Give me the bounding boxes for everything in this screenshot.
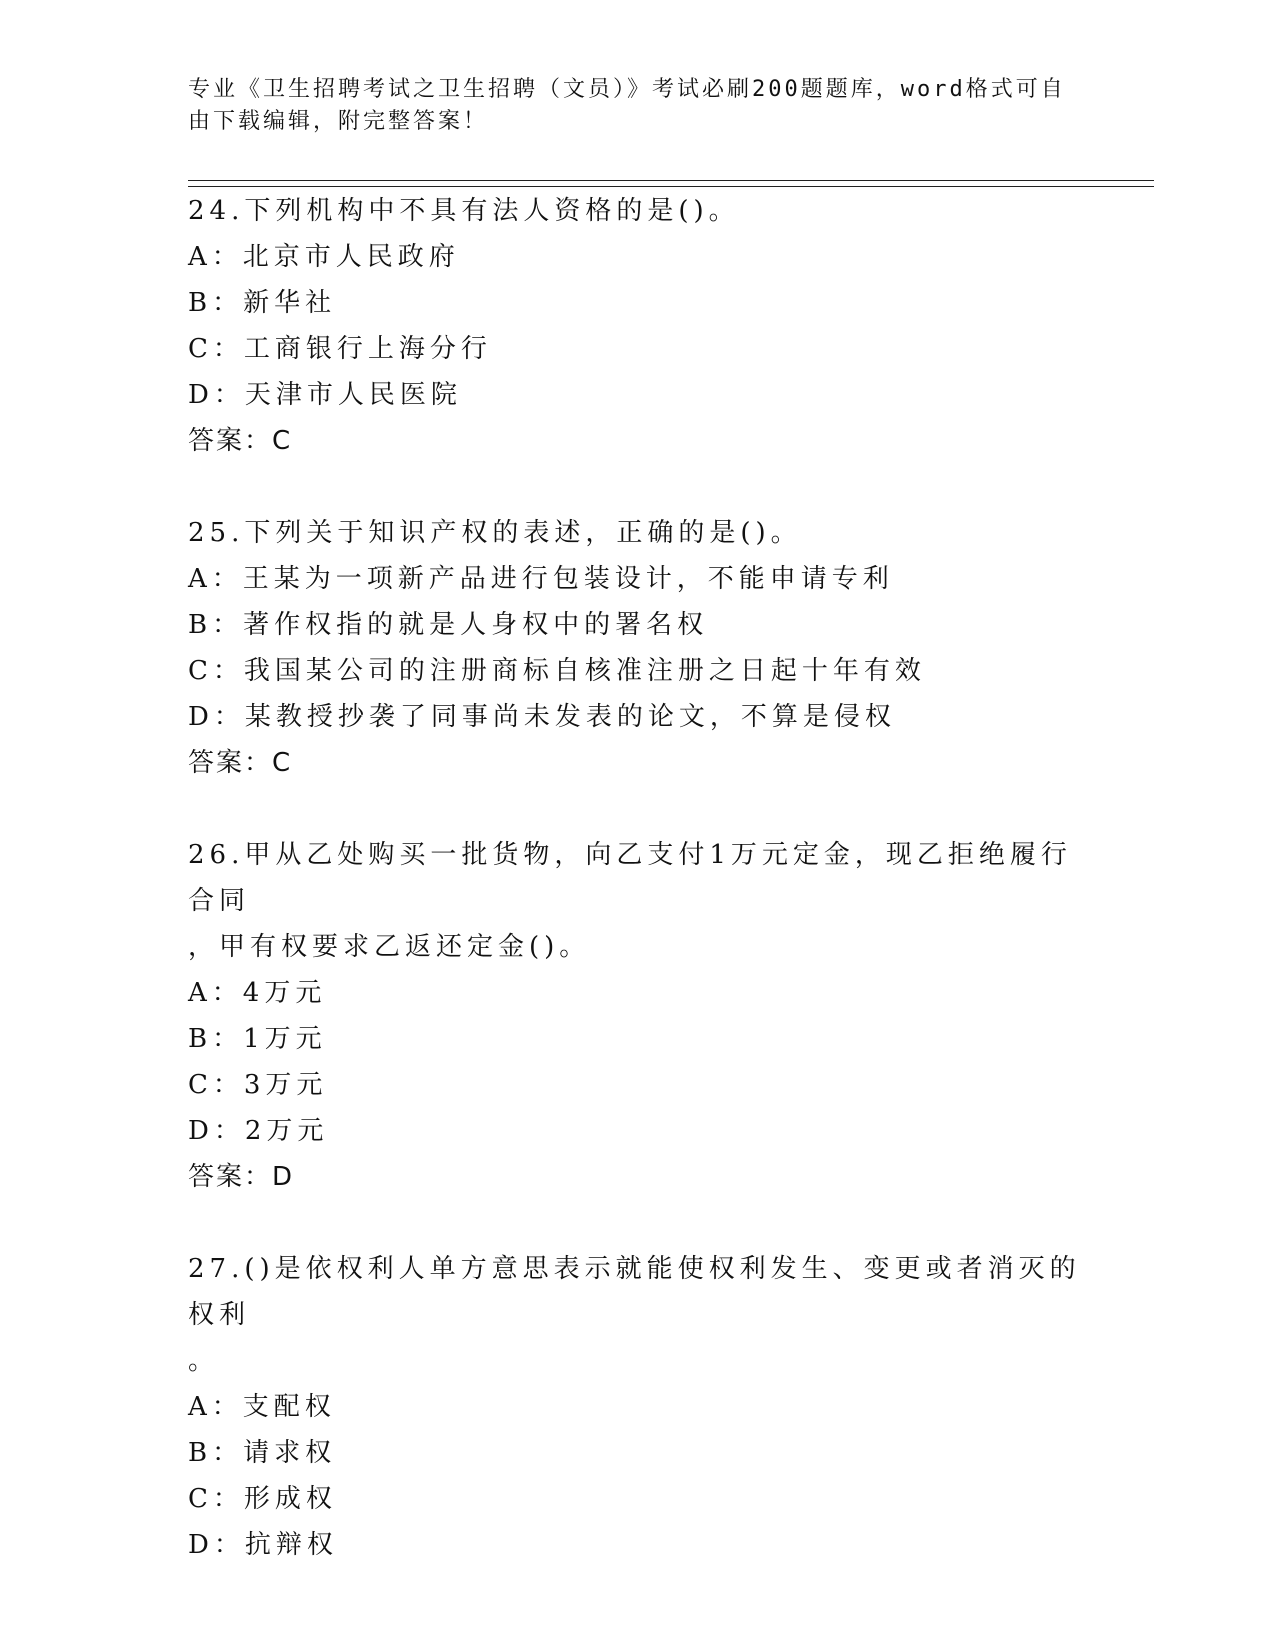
question-stem: 25.下列关于知识产权的表述，正确的是()。 [188, 518, 802, 548]
question-stem-line-2: 。 [188, 1346, 220, 1376]
option-d: D：天津市人民医院 [188, 380, 462, 410]
option-b: B：请求权 [188, 1438, 337, 1468]
question-stem: 24.下列机构中不具有法人资格的是()。 [188, 196, 740, 226]
option-c: C：形成权 [188, 1484, 337, 1514]
header-divider-bottom [188, 186, 1154, 187]
option-b: B：1万元 [188, 1024, 327, 1054]
option-c: C：我国某公司的注册商标自核准注册之日起十年有效 [188, 656, 926, 686]
question-stem-line-1: 26.甲从乙处购买一批货物，向乙支付1万元定金，现乙拒绝履行合同 [188, 840, 1072, 916]
option-a: A：王某为一项新产品进行包装设计，不能申请专利 [188, 564, 894, 594]
option-a: A：北京市人民政府 [188, 242, 460, 272]
question-list [188, 188, 1088, 1568]
document-header [188, 74, 1068, 138]
question-stem-line-1: 27.()是依权利人单方意思表示就能使权利发生、变更或者消灭的权利 [188, 1254, 1081, 1330]
question-25 [188, 510, 1088, 786]
question-stem-line-2: ，甲有权要求乙返还定金()。 [188, 932, 591, 962]
header-line-2: 由下载编辑，附完整答案！ [188, 109, 489, 134]
question-26 [188, 832, 1088, 1200]
option-d: D：抗辩权 [188, 1530, 338, 1560]
option-b: B：新华社 [188, 288, 337, 318]
header-divider-top [188, 180, 1154, 181]
question-27 [188, 1246, 1088, 1568]
answer: 答案：C [188, 426, 293, 456]
option-a: A：支配权 [188, 1392, 336, 1422]
option-d: D：某教授抄袭了同事尚未发表的论文，不算是侵权 [188, 702, 896, 732]
header-line-1: 专业《卫生招聘考试之卫生招聘（文员）》考试必刷200题题库，word格式可自 [188, 77, 1066, 102]
answer: 答案：C [188, 748, 293, 778]
option-c: C：工商银行上海分行 [188, 334, 492, 364]
option-d: D：2万元 [188, 1116, 329, 1146]
question-24 [188, 188, 1088, 464]
answer: 答案：D [188, 1162, 295, 1192]
option-a: A：4万元 [188, 978, 327, 1008]
option-c: C：3万元 [188, 1070, 328, 1100]
option-b: B：著作权指的就是人身权中的署名权 [188, 610, 709, 640]
